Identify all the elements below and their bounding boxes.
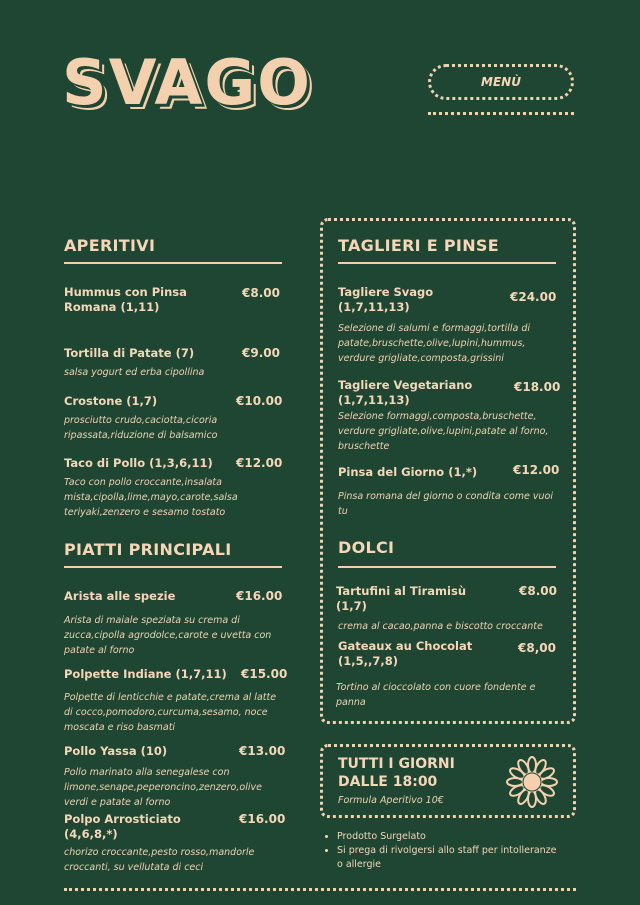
section-rule [64, 262, 282, 264]
menu-item-description: crema al cacao,panna e biscotto croccante [338, 621, 543, 632]
section-title-taglieri: TAGLIERI E PINSE [338, 236, 499, 255]
promo-title-line2: DALLE 18:00 [338, 774, 438, 790]
menu-item-name: Crostone (1,7) [64, 394, 158, 408]
menu-item-description: Tortino al cioccolato con cuore fondente e panna [336, 682, 536, 708]
menu-item-description: prosciutto crudo,caciotta,cicoria ripassata,riduzione di balsamico [64, 415, 218, 441]
section-title-aperitivi: APERITIVI [64, 236, 156, 255]
menu-item-description: Polpette di lenticchie e patate,crema al latte di cocco,pomodoro,curcuma,sesamo, noce moscata e riso basmati [64, 692, 277, 733]
menu-item-description: Selezione di salumi e formaggi,tortilla di patate,bruschette,olive,lupini,hummus, verdure grigliate,composta,grissini [338, 323, 531, 364]
menu-item-name: Pinsa del Giorno (1,*) [338, 465, 478, 479]
section-rule [338, 262, 556, 264]
promo-title-line1: TUTTI I GIORNI [338, 756, 455, 772]
menu-item-price: €8.00 [242, 286, 280, 300]
menu-item-name: Polpette Indiane (1,7,11) [64, 667, 227, 681]
allergen-notes [325, 830, 565, 872]
menu-item-name: Hummus con Pinsa Romana (1,11) [64, 285, 187, 314]
menu-item-price: €12.00 [513, 463, 560, 477]
note-item: • Si prega di rivolgersi allo staff per intolleranze o allergie [337, 844, 565, 872]
menu-item-price: €24.00 [510, 290, 557, 304]
menu-item-name: Pollo Yassa (10) [64, 744, 168, 758]
menu-item-price: €12.00 [236, 456, 283, 470]
menu-item-price: €13.00 [239, 744, 286, 758]
menu-item-description: Pinsa romana del giorno o condita come vuoi tu [338, 491, 553, 517]
sunflower-icon [505, 755, 559, 809]
menu-item-description: Selezione formaggi,composta,bruschette, verdure grigliate,olive,lupini,patate al forno, bruschette [338, 411, 549, 452]
menu-item-name: Taco di Pollo (1,3,6,11) [64, 456, 213, 470]
menu-item-description: salsa yogurt ed erba cipollina [64, 367, 205, 378]
footer-divider [64, 888, 576, 891]
menu-item-price: €16.00 [236, 589, 283, 603]
menu-badge: MENÙ [428, 64, 574, 100]
menu-item-price: €8,00 [518, 641, 556, 655]
header-divider [428, 112, 574, 115]
promo-subtitle: Formula Aperitivo 10€ [338, 795, 444, 806]
menu-item-name: Gateaux au Chocolat (1,5,,7,8) [338, 639, 473, 668]
menu-item-price: €15.00 [241, 667, 288, 681]
menu-item-name: Tartufini al Tiramisù (1,7) [336, 584, 467, 613]
menu-item-description: Taco con pollo croccante,insalata mista,cipolla,lime,mayo,carote,salsa teriyaki,zenzero e sesamo tostato [64, 477, 238, 518]
menu-item-price: €16.00 [239, 812, 286, 826]
section-title-principali: PIATTI PRINCIPALI [64, 540, 232, 559]
menu-item-description: Pollo marinato alla senegalese con limone,senape,peperoncino,zenzero,olive verdi e patate al forno [64, 767, 262, 808]
menu-item-price: €8.00 [519, 584, 557, 598]
menu-item-description: Arista di maiale speziata su crema di zucca,cipolla agrodolce,carote e uvetta con patate al forno [64, 615, 272, 656]
brand-logo: SVAGO [62, 46, 313, 119]
section-title-dolci: DOLCI [338, 538, 395, 557]
menu-item-name: Polpo Arrosticiato (4,6,8,*) [64, 812, 181, 841]
menu-item-name: Arista alle spezie [64, 589, 176, 603]
menu-item-name: Tagliere Svago (1,7,11,13) [338, 285, 434, 314]
menu-item-name: Tortilla di Patate (7) [64, 346, 195, 360]
section-rule [64, 566, 282, 568]
menu-item-price: €18.00 [514, 380, 561, 394]
menu-item-price: €10.00 [236, 394, 283, 408]
menu-item-name: Tagliere Vegetariano (1,7,11,13) [338, 378, 473, 407]
note-item: • Prodotto Surgelato [337, 830, 565, 844]
menu-item-price: €9.00 [242, 346, 280, 360]
menu-item-description: chorizo croccante,pesto rosso,mandorle croccanti, su vellutata di ceci [64, 847, 255, 873]
section-rule [338, 566, 556, 568]
